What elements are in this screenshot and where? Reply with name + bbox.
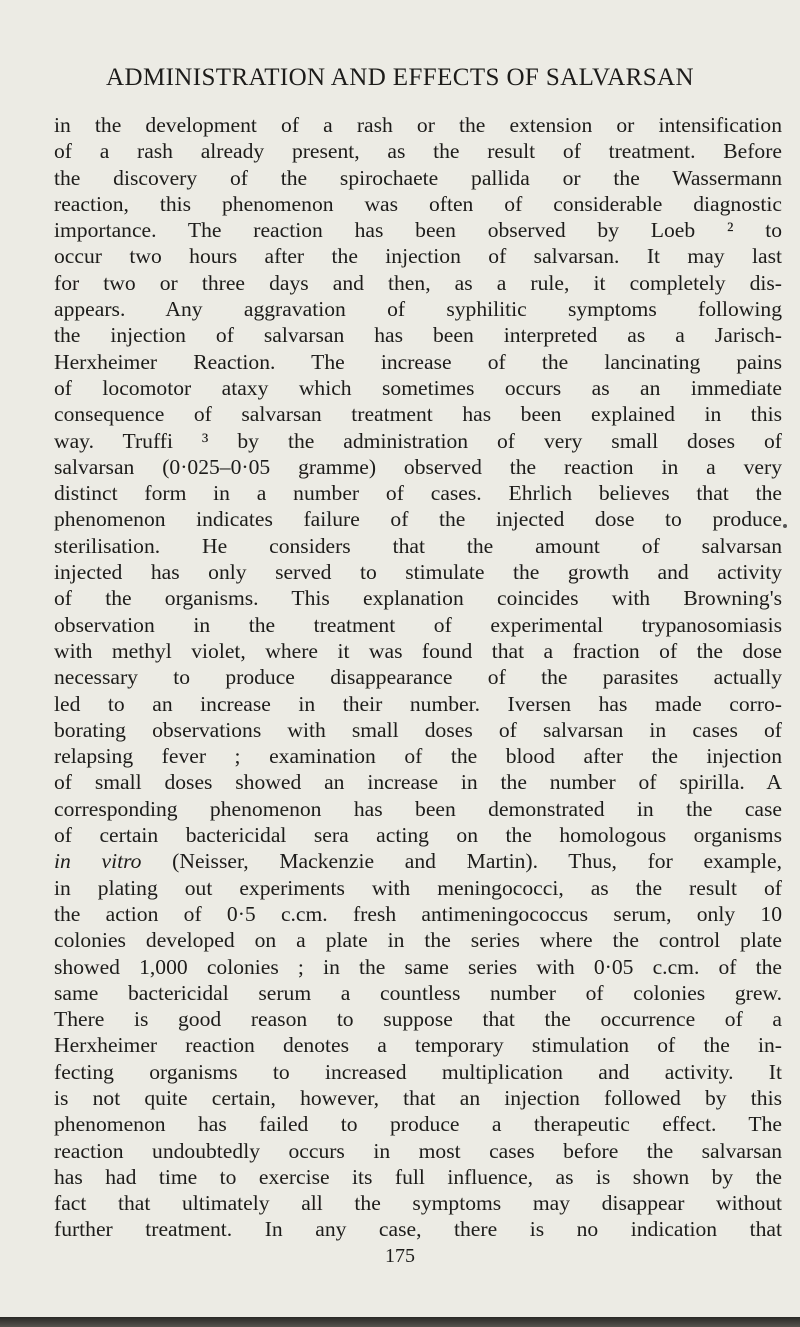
page-number: 175 (385, 1244, 415, 1267)
text-line: in vitro (Neisser, Mackenzie and Martin). Thus, for example, (54, 849, 782, 874)
text-line: There is good reason to suppose that the occurrence of a (54, 1007, 782, 1032)
text-line: reaction undoubtedly occurs in most cases before the salvarsan (54, 1138, 782, 1163)
text-line: in plating out experiments with meningococci, as the result of (54, 875, 782, 900)
text-line: sterilisation. He considers that the amount of salvarsan (54, 533, 782, 558)
text-line: has had time to exercise its full influence, as is shown by the (54, 1164, 782, 1189)
text-line: salvarsan (0·025–0·05 gramme) observed the reaction in a very (54, 454, 782, 479)
text-line: fecting organisms to increased multiplication and activity. It (54, 1059, 782, 1084)
text-line: of small doses showed an increase in the number of spirilla. A (54, 770, 782, 795)
text-line: Herxheimer reaction denotes a temporary stimulation of the in- (54, 1033, 782, 1058)
bottom-edge-shadow (0, 1317, 800, 1327)
text-line: observation in the treatment of experimental trypanosomiasis (54, 612, 782, 637)
text-line: importance. The reaction has been observed by Loeb ² to (54, 218, 782, 243)
text-line: phenomenon has failed to produce a therapeutic effect. The (54, 1112, 782, 1137)
text-line: the discovery of the spirochaete pallida or the Wassermann (54, 165, 782, 190)
text-line: phenomenon indicates failure of the injected dose to produce (54, 507, 782, 532)
text-line: fact that ultimately all the symptoms may disappear without (54, 1191, 782, 1216)
text-line: further treatment. In any case, there is no indication that (54, 1217, 782, 1242)
text-line: colonies developed on a plate in the series where the control plate (54, 928, 782, 953)
body-text (54, 112, 782, 1243)
text-line: is not quite certain, however, that an injection followed by this (54, 1085, 782, 1110)
text-line: relapsing fever ; examination of the blood after the injection (54, 744, 782, 769)
text-line: for two or three days and then, as a rule, it completely dis- (54, 270, 782, 295)
text-line: the injection of salvarsan has been interpreted as a Jarisch- (54, 323, 782, 348)
margin-speck (783, 524, 787, 528)
text-line: of locomotor ataxy which sometimes occurs as an immediate (54, 375, 782, 400)
text-line: of a rash already present, as the result of treatment. Before (54, 139, 782, 164)
text-line: necessary to produce disappearance of the parasites actually (54, 665, 782, 690)
text-line: reaction, this phenomenon was often of considerable diagnostic (54, 191, 782, 216)
text-line: corresponding phenomenon has been demonstrated in the case (54, 796, 782, 821)
text-line: with methyl violet, where it was found that a fraction of the dose (54, 638, 782, 663)
text-line: occur two hours after the injection of salvarsan. It may last (54, 244, 782, 269)
text-line: distinct form in a number of cases. Ehrlich believes that the (54, 481, 782, 506)
text-line: consequence of salvarsan treatment has been explained in this (54, 402, 782, 427)
text-line: Herxheimer Reaction. The increase of the lancinating pains (54, 349, 782, 374)
running-head: ADMINISTRATION AND EFFECTS OF SALVARSAN (106, 64, 694, 91)
text-line: the action of 0·5 c.cm. fresh antimeningococcus serum, only 10 (54, 901, 782, 926)
text-line: led to an increase in their number. Iversen has made corro- (54, 691, 782, 716)
text-line: of certain bactericidal sera acting on the homologous organisms (54, 823, 782, 848)
text-line: way. Truffi ³ by the administration of very small doses of (54, 428, 782, 453)
text-line: borating observations with small doses of salvarsan in cases of (54, 717, 782, 742)
text-line: of the organisms. This explanation coincides with Browning's (54, 586, 782, 611)
text-line: injected has only served to stimulate the growth and activity (54, 560, 782, 585)
text-line: in the development of a rash or the extension or intensification (54, 113, 782, 137)
text-line: showed 1,000 colonies ; in the same series with 0·05 c.cm. of the (54, 954, 782, 979)
text-line: same bactericidal serum a countless number of colonies grew. (54, 980, 782, 1005)
text-line: appears. Any aggravation of syphilitic symptoms following (54, 297, 782, 322)
